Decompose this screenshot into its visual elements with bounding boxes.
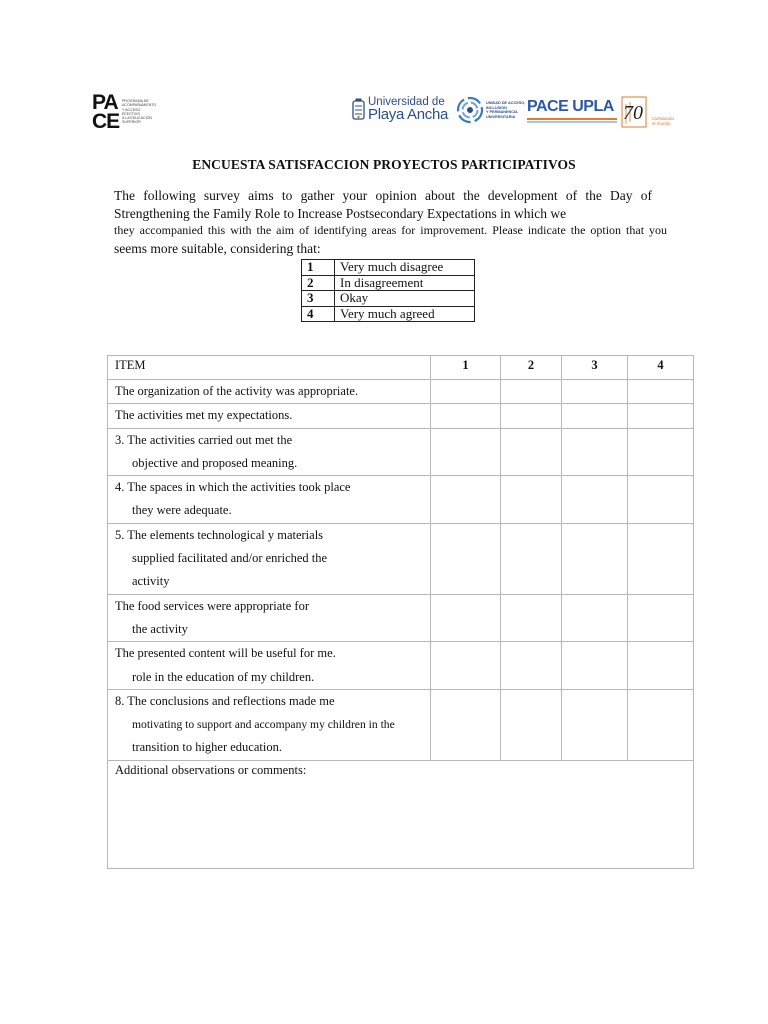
rating-cell-4[interactable] — [628, 404, 694, 428]
scale-number: 3 — [302, 291, 335, 307]
scale-label: Very much disagree — [335, 260, 475, 276]
anniversary-number: 70 — [623, 102, 643, 124]
scale-label: In disagreement — [335, 275, 475, 291]
rating-cell-3[interactable] — [562, 689, 628, 760]
rating-cell-4[interactable] — [628, 428, 694, 476]
rating-cell-3[interactable] — [562, 428, 628, 476]
survey-item-text: 8. The conclusions and reflections made me motivating to support and accompany my children in the transition to higher education. — [108, 689, 431, 760]
rating-cell-2[interactable] — [501, 404, 562, 428]
column-header-1: 1 — [431, 356, 501, 380]
survey-header-row — [108, 356, 694, 380]
rating-cell-4[interactable] — [628, 523, 694, 594]
rating-cell-3[interactable] — [562, 380, 628, 404]
rating-cell-3[interactable] — [562, 523, 628, 594]
rating-cell-2[interactable] — [501, 642, 562, 690]
scale-row — [302, 275, 475, 291]
scale-label: Okay — [335, 291, 475, 307]
swirl-icon — [456, 96, 484, 124]
rating-cell-3[interactable] — [562, 594, 628, 642]
intro-line-4: seems more suitable, considering that: — [114, 241, 321, 256]
survey-item-row — [108, 594, 694, 642]
scale-row — [302, 306, 475, 322]
scale-number: 4 — [302, 306, 335, 322]
rating-cell-1[interactable] — [431, 642, 501, 690]
rating-cell-2[interactable] — [501, 428, 562, 476]
survey-item-text: 5. The elements technological y materials supplied facilitated and/or enriched the activity — [108, 523, 431, 594]
rating-cell-4[interactable] — [628, 476, 694, 524]
rating-cell-2[interactable] — [501, 523, 562, 594]
observations-row — [108, 760, 694, 868]
universidad-playa-ancha-logo: Universidad de Playa Ancha — [352, 96, 452, 126]
survey-item-row — [108, 404, 694, 428]
rating-cell-1[interactable] — [431, 404, 501, 428]
rating-scale-table — [301, 259, 475, 322]
survey-item-row — [108, 689, 694, 760]
rating-cell-3[interactable] — [562, 642, 628, 690]
rating-cell-1[interactable] — [431, 689, 501, 760]
pace-upla-subtitle-bar — [527, 121, 617, 123]
rating-cell-3[interactable] — [562, 476, 628, 524]
scale-row — [302, 260, 475, 276]
rating-cell-2[interactable] — [501, 380, 562, 404]
survey-item-text: 4. The spaces in which the activities took place they were adequate. — [108, 476, 431, 524]
rating-cell-2[interactable] — [501, 594, 562, 642]
pace-upla-accent-bar — [527, 118, 617, 120]
rating-cell-3[interactable] — [562, 404, 628, 428]
survey-item-row — [108, 428, 694, 476]
access-unit-text: UNIDAD DE ACCESO, INCLUSIÓN Y PERMANENCIA UNIVERSITARIA — [486, 101, 526, 119]
column-header-4: 4 — [628, 356, 694, 380]
anniversary-tagline: cambiando el mundo — [652, 116, 675, 126]
survey-item-row — [108, 523, 694, 594]
pace-logo-subtitle: PROGRAMA DE ACOMPAÑAMIENTO Y ACCESO EFECTIVO A LA EDUCACIÓN SUPERIOR — [122, 99, 157, 125]
rating-cell-4[interactable] — [628, 594, 694, 642]
scale-number: 1 — [302, 260, 335, 276]
anniversary-logo — [620, 96, 678, 134]
survey-item-row — [108, 380, 694, 404]
observations-cell[interactable] — [108, 760, 694, 868]
survey-item-text: 3. The activities carried out met the objective and proposed meaning. — [108, 428, 431, 476]
rating-cell-4[interactable] — [628, 380, 694, 404]
scale-number: 2 — [302, 275, 335, 291]
intro-line-3: they accompanied this with the aim of identifying areas for improvement. Please indicate the option that you — [114, 223, 667, 237]
rating-cell-4[interactable] — [628, 642, 694, 690]
rating-cell-1[interactable] — [431, 476, 501, 524]
survey-item-row — [108, 642, 694, 690]
observations-label: Additional observations or comments: — [115, 762, 307, 777]
survey-table — [107, 355, 694, 869]
pace-upla-logo: PACE UPLA — [527, 96, 619, 126]
university-crest-icon — [352, 98, 365, 122]
intro-line-1: The following survey aims to gather your opinion about the development of the Day of — [114, 188, 652, 203]
survey-item-text: The activities met my expectations. — [108, 404, 431, 428]
intro-line-2: Strengthening the Family Role to Increase Postsecondary Expectations in which we — [114, 206, 567, 221]
rating-cell-4[interactable] — [628, 689, 694, 760]
rating-cell-1[interactable] — [431, 380, 501, 404]
survey-item-text: The presented content will be useful for me. role in the education of my children. — [108, 642, 431, 690]
scale-label: Very much agreed — [335, 306, 475, 322]
item-column-header: ITEM — [108, 356, 431, 380]
survey-item-row — [108, 476, 694, 524]
column-header-3: 3 — [562, 356, 628, 380]
rating-cell-1[interactable] — [431, 523, 501, 594]
pace-logo — [92, 91, 157, 136]
survey-item-text: The food services were appropriate for the activity — [108, 594, 431, 642]
pace-logo-letters: PA CE — [92, 91, 120, 133]
survey-item-text: The organization of the activity was appropriate. — [108, 380, 431, 404]
rating-cell-1[interactable] — [431, 594, 501, 642]
access-inclusion-unit-logo — [456, 96, 528, 126]
rating-cell-2[interactable] — [501, 476, 562, 524]
rating-cell-1[interactable] — [431, 428, 501, 476]
column-header-2: 2 — [501, 356, 562, 380]
rating-cell-2[interactable] — [501, 689, 562, 760]
scale-row — [302, 291, 475, 307]
document-title: ENCUESTA SATISFACCION PROYECTOS PARTICIPATIVOS — [192, 157, 576, 172]
